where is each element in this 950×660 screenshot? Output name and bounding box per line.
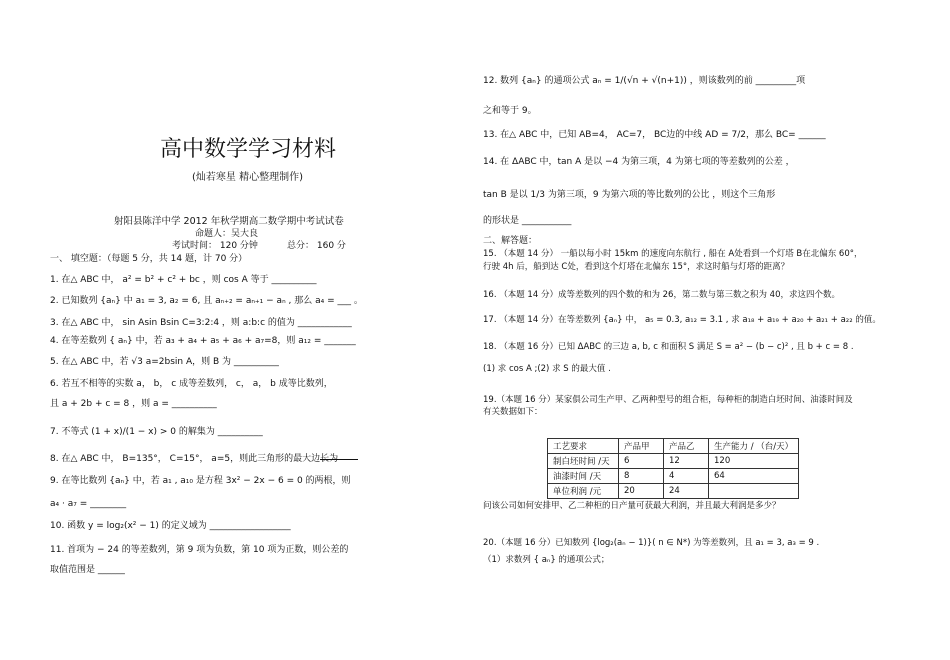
table-cell: 单位利润 /元 (548, 484, 619, 499)
table-row (548, 484, 799, 499)
question-7: 7. 不等式 (1 + x)/(1 − x) > 0 的解集为 __________ (50, 427, 263, 437)
question-20-cont: （1）求数列 { aₙ} 的通项公式； (483, 555, 610, 565)
table-cell (709, 484, 799, 499)
question-12: 12. 数列 {aₙ} 的通项公式 aₙ = 1/(√n + √(n+1)) ，则该数列的前 _________项 (483, 76, 806, 86)
question-14-end: 的形状是 ___________ (483, 216, 572, 226)
question-14: 14. 在 ΔABC 中，tan A 是以 −4 为第三项，4 为第七项的等差数列的公差 ， (483, 157, 795, 167)
question-8: 8. 在△ ABC 中， B=135°， C=15°， a=5，则此三角形的最大边长为 (50, 454, 339, 464)
question-9: 9. 在等比数列 {aₙ} 中，若 a₁ , a₁₀ 是方程 3x² − 2x − 6 = 0 的两根，则 (50, 476, 351, 486)
table-header-cell: 生产能力 / （台/天） (709, 439, 799, 454)
question-18-cont: (1) 求 cos A ;(2) 求 S 的最大值 . (483, 364, 611, 374)
question-18: 18. （本题 16 分）已知 ΔABC 的三边 a, b, c 和面积 S 满足 S = a² − (b − c)² , 且 b + c = 8 . (483, 342, 854, 352)
question-19-cont: 有关数据如下： (483, 407, 543, 417)
question-19: 19.（本题 16 分）某家俱公司生产甲、乙两种型号的组合柜，每种柜的制造白坯时间、油漆时间及 (483, 395, 853, 405)
table-cell: 12 (664, 454, 709, 469)
exam-title: 射阳县陈洋中学 2012 年秋学期高二数学期中考试试卷 (114, 216, 344, 227)
table-header-cell: 产品乙 (664, 439, 709, 454)
table-cell: 120 (709, 454, 799, 469)
table-header-cell: 工艺要求 (548, 439, 619, 454)
table-cell: 8 (619, 469, 664, 484)
question-4: 4. 在等差数列 { aₙ} 中，若 a₃ + a₄ + a₅ + a₆ + a₇=8，则 a₁₂ = _______ (50, 336, 356, 346)
question-11: 11. 首项为 − 24 的等差数列，第 9 项为负数，第 10 项为正数，则公差的 (50, 545, 349, 555)
table-cell: 4 (664, 469, 709, 484)
question-17: 17. （本题 14 分）在等差数列 {aₙ} 中， a₅ = 0.3, a₁₂ = 3.1 , 求 a₁₈ + a₁₉ + a₂₀ + a₂₁ + a₂₂ 的值。 (483, 315, 881, 325)
question-15-cont: 行驶 4h 后，船到达 C处，看到这个灯塔在北偏东 15°，求这时船与灯塔的距离？ (483, 262, 790, 272)
question-10: 10. 函数 y = log₂(x² − 1) 的定义域为 __________________ (50, 521, 291, 531)
question-19-end: 问该公司如何安排甲、乙二种柜的日产量可获最大利润，并且最大利润是多少？ (483, 501, 781, 511)
exam-time: 考试时间： 120 分钟 (172, 241, 258, 251)
table-row (548, 469, 799, 484)
question-6: 6. 若互不相等的实数 a， b， c 成等差数列， c， a， b 成等比数列， (50, 379, 333, 389)
table-cell: 24 (664, 484, 709, 499)
question-11-cont: 取值范围是 ______ (50, 565, 125, 575)
question-9-cont: a₄ · a₇ = ________ (50, 499, 127, 509)
section-heading-fill: 一、 填空题：（每题 5 分，共 14 题，计 70 分） (50, 254, 248, 264)
production-table (547, 438, 799, 499)
question-20: 20.（本题 16 分）已知数列 {log₂(aₙ − 1)}( n ∈ N*) 为等差数列，且 a₁ = 3, a₃ = 9 . (483, 538, 820, 548)
subtitle: (灿若寒星 精心整理制作) (192, 172, 303, 183)
question-8-blank (320, 459, 358, 460)
section-heading-answer: 二、解答题： (483, 236, 538, 246)
table-header-cell: 产品甲 (619, 439, 664, 454)
question-2: 2. 已知数列 {aₙ} 中 a₁ = 3, a₂ = 6, 且 aₙ₊₂ = aₙ₊₁ − aₙ , 那么 a₄ = ___ 。 (50, 296, 363, 306)
question-15: 15. （本题 14 分） 一船以每小时 15km 的速度向东航行 , 船在 A处看到一个灯塔 B在北偏东 60°， (483, 249, 863, 259)
question-14-cont: tan B 是以 1/3 为第三项，9 为第六项的等比数列的公比 ，则这个三角形 (483, 190, 776, 200)
exam-author: 命题人：吴大良 (195, 229, 259, 239)
question-13: 13. 在△ ABC 中，已知 AB=4， AC=7， BC边的中线 AD = 7/2，那么 BC= ______ (483, 130, 826, 140)
question-5: 5. 在△ ABC 中，若 √3 a=2bsin A，则 B 为 __________ (50, 357, 279, 367)
question-1: 1. 在△ ABC 中， a² = b² + c² + bc ，则 cos A 等于 __________ (50, 275, 317, 285)
page-title: 高中数学学习材料 (160, 137, 337, 162)
table-cell: 20 (619, 484, 664, 499)
table-cell: 6 (619, 454, 664, 469)
question-16: 16. （本题 14 分）成等差数列的四个数的和为 26，第二数与第三数之积为 40，求这四个数。 (483, 290, 840, 300)
question-6-cont: 且 a + 2b + c = 8 ，则 a = __________ (50, 399, 217, 409)
table-row (548, 454, 799, 469)
exam-total: 总分： 160 分 (287, 241, 346, 251)
table-cell: 64 (709, 469, 799, 484)
question-12-cont: 之和等于 9。 (483, 106, 537, 116)
table-cell: 制白坯时间 /天 (548, 454, 619, 469)
question-3: 3. 在△ ABC 中， sin Asin Bsin C=3:2:4 ，则 a:b:c 的值为 ____________ (50, 318, 352, 328)
table-cell: 油漆时间 /天 (548, 469, 619, 484)
table-header-row (548, 439, 799, 454)
